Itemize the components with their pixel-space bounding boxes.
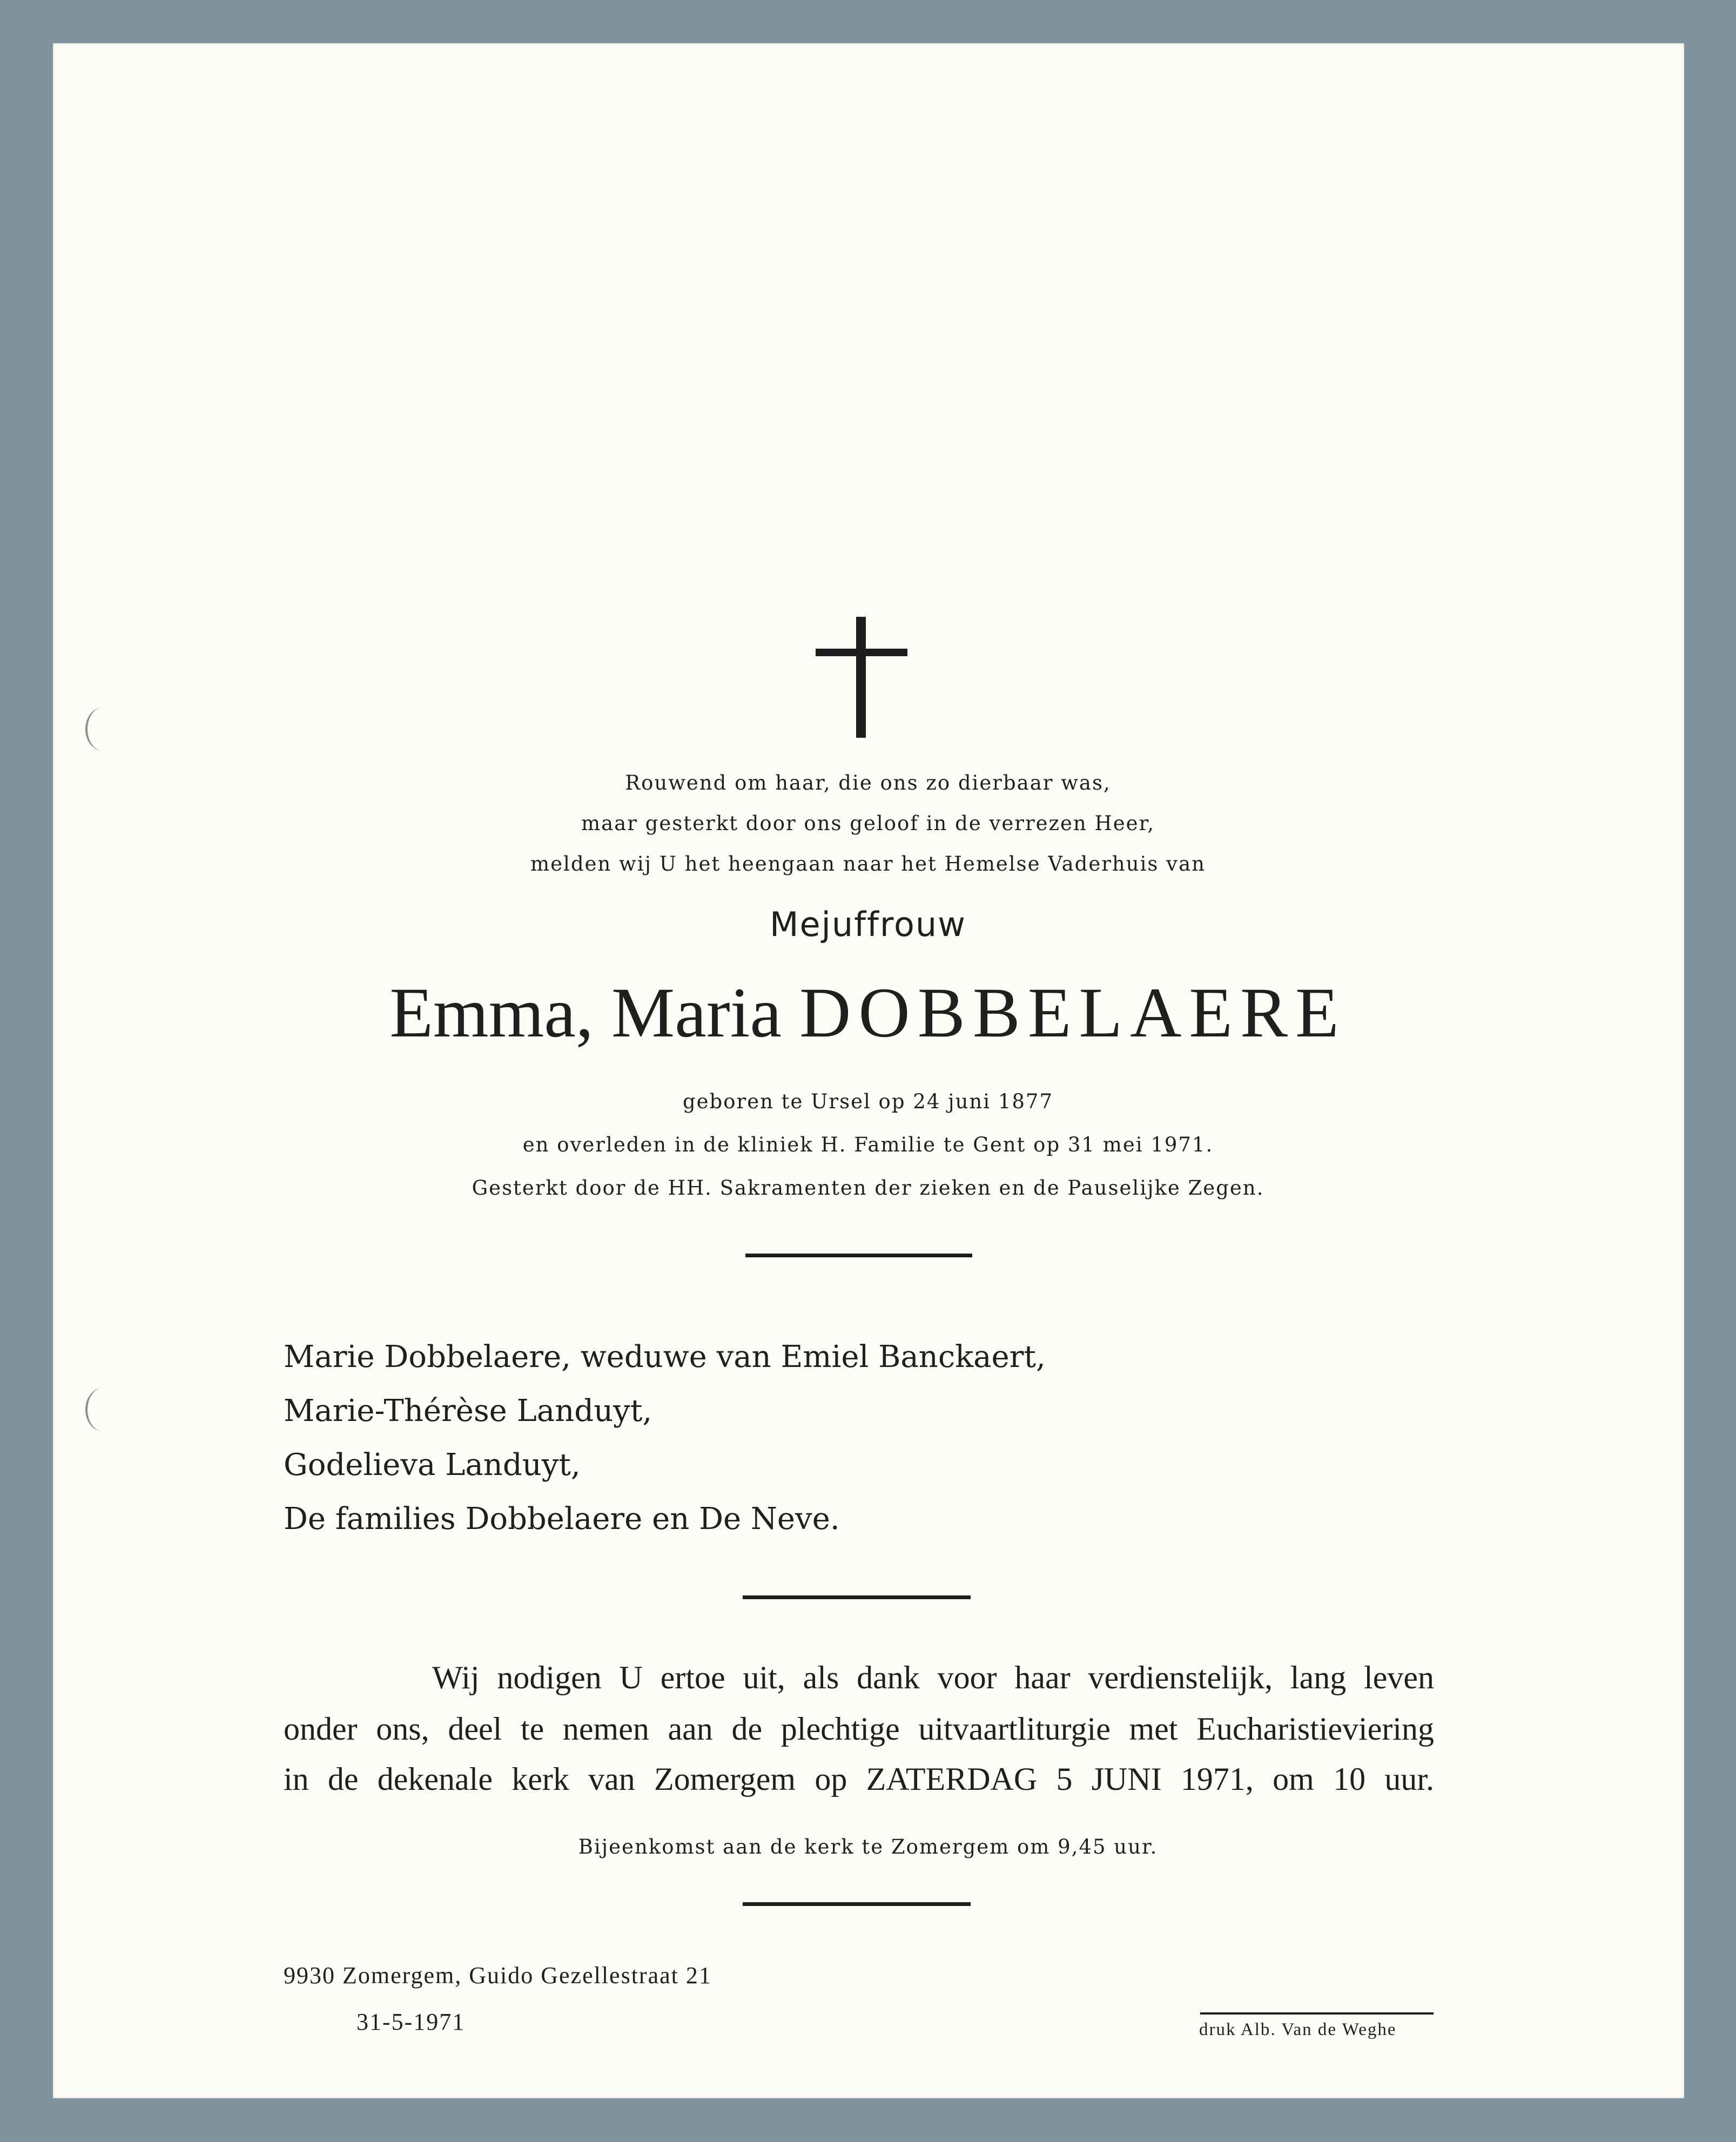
gathering-line: Bijeenkomst aan de kerk te Zomergem om 9,45 uur.: [578, 1835, 1158, 1858]
mourner-line: Marie-Thérèse Landuyt,: [284, 1393, 652, 1429]
intro-line: Rouwend om haar, die ons zo dierbaar was,: [625, 771, 1111, 794]
deceased-name: [0, 971, 1736, 1054]
punch-hole-top: [85, 708, 120, 751]
divider: [745, 1254, 972, 1257]
mourner-line: De families Dobbelaere en De Neve.: [284, 1501, 840, 1537]
mourner-line: Godelieva Landuyt,: [284, 1447, 581, 1483]
title-prefix: Mejuffrouw: [770, 905, 966, 944]
punch-hole-bottom: [85, 1388, 120, 1431]
intro-line: melden wij U het heengaan naar het Hemelse Vaderhuis van: [530, 852, 1206, 875]
birth-line: geboren te Ursel op 24 juni 1877: [682, 1090, 1054, 1113]
surname: DOBBELAERE: [799, 973, 1347, 1052]
given-names: Emma, Maria: [389, 973, 782, 1052]
address: 9930 Zomergem, Guido Gezellestraat 21: [284, 1962, 712, 1989]
printer-credit: druk Alb. Van de Weghe: [1199, 2020, 1397, 2039]
sacraments-line: Gesterkt door de HH. Sakramenten der zieken en de Pauselijke Zegen.: [472, 1176, 1264, 1200]
printer-rule: [1200, 2012, 1434, 2015]
cross-icon: [816, 617, 907, 738]
invitation-line: in de dekenale kerk van Zomergem op ZATERDAG 5 JUNI 1971, om 10 uur.: [284, 1761, 1434, 1797]
mourner-line: Marie Dobbelaere, weduwe van Emiel Banckaert,: [284, 1339, 1046, 1375]
divider: [743, 1902, 971, 1906]
invitation-line: Wij nodigen U ertoe uit, als dank voor haar verdienstelijk, lang leven: [432, 1660, 1434, 1695]
death-line: en overleden in de kliniek H. Familie te Gent op 31 mei 1971.: [522, 1133, 1214, 1156]
intro-line: maar gesterkt door ons geloof in de verrezen Heer,: [581, 812, 1155, 835]
invitation-line: onder ons, deel te nemen aan de plechtige uitvaartliturgie met Eucharistieviering: [284, 1711, 1434, 1747]
card-date: 31-5-1971: [356, 2009, 466, 2035]
divider: [743, 1595, 971, 1599]
